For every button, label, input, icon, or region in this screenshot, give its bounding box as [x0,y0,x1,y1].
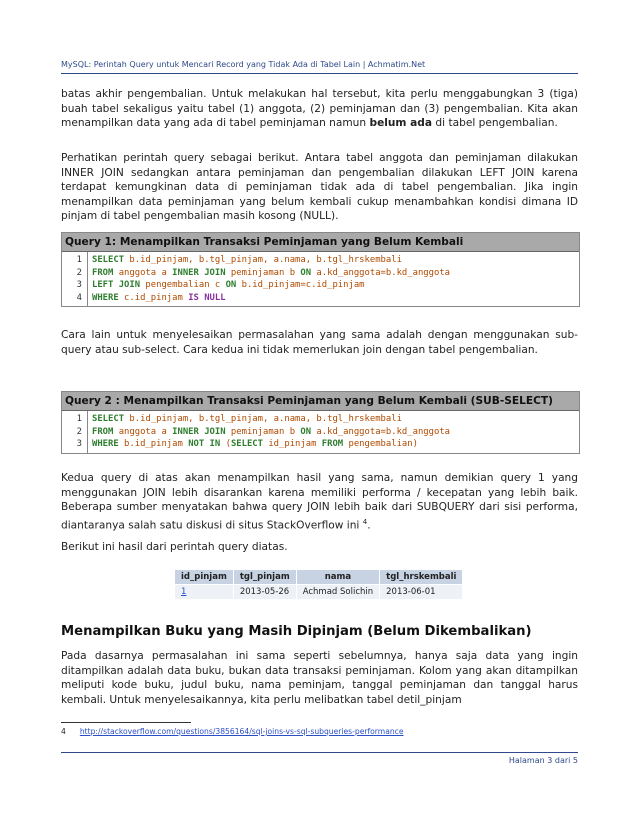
query-1-title: Query 1: Menampilkan Transaksi Peminjaman yang Belum Kembali [62,233,579,252]
code-text: anggota a [113,267,173,278]
line-number: 2 [76,426,82,437]
sql-keyword: FROM [92,426,114,437]
code-text: ( [220,439,231,449]
sql-keyword: INNER JOIN [172,267,226,278]
page-footer: Halaman 3 dari 5 [61,752,578,765]
result-table [174,569,463,600]
code-text: b.id_pinjam [118,439,189,449]
sql-keyword: NOT IN [188,439,221,449]
footnote [61,727,404,736]
sql-keyword: FROM [321,439,344,449]
paragraph-2: Perhatikan perintah query sebagai berikut. Antara tabel anggota dan peminjaman dilakukan INNER JOIN sedangkan antara peminjaman dan pengembalian dilakukan LEFT JOIN karena terdapat kemungkinan data di peminjaman tidak ada di tabel pengembalian. Jika ingin menampilkan data peminjaman yang belum kembali cukup menambahkan kondisi dimana ID pinjam di tabel pengembalian masih kosong (NULL). [61,152,578,222]
table-cell: 2013-05-26 [233,585,296,600]
code-text: a.kd_anggota=b.kd_anggota [311,426,451,437]
code-text: c.id_pinjam [118,292,189,303]
paragraph-1-text: batas akhir pengembalian. Untuk melakukan hal tersebut, kita perlu menggabungkan 3 (tiga) buah tabel sekaligus yaitu tabel (1) anggota, (2) peminjaman dan (3) pengembalian. Kita akan menampilkan data yang ada di tabel peminjaman namun [61,88,578,129]
paragraph-1-end: di tabel pengembalian. [432,117,558,129]
query-2-box [61,391,580,454]
code-line [92,292,450,305]
page-header: MySQL: Perintah Query untuk Mencari Record yang Tidak Ada di Tabel Lain | Achmatim.Net [61,60,578,74]
code-text: b.id_pinjam=c.id_pinjam [236,280,365,290]
code-text: peminjaman b [225,267,301,278]
section-heading: Menampilkan Buku yang Masih Dipinjam (Belum Dikembalikan) [61,624,532,639]
paragraph-5: Berikut ini hasil dari perintah query diatas. [61,541,288,553]
footnote-link[interactable]: http://stackoverflow.com/questions/3856164/sql-joins-vs-sql-subqueries-performance [79,727,404,736]
sql-keyword: ON [300,267,312,278]
code-text: b.id_pinjam, b.tgl_pinjam, a.nama, b.tgl_hrskembali [124,255,402,265]
code-line [92,267,450,280]
query-2-code [88,411,454,453]
footnote-ref[interactable]: 4 [362,517,368,526]
paragraph-6: Pada dasarnya permasalahan ini sama seperti sebelumnya, hanya saja data yang ingin ditampilkan adalah data buku, bukan data transaksi peminjaman. Kolom yang akan ditampilkan meliputi kode buku, judul buku, nama peminjam, tanggal peminjaman dan tanggal harus kembali. Untuk menyelesaikannya, kita perlu melibatkan tabel detil_pinjam [61,650,578,706]
column-header[interactable]: tgl_hrskembali [380,570,463,585]
result-table-header [175,570,463,585]
line-number: 3 [76,439,82,449]
code-text: anggota a [113,426,173,437]
code-text: peminjaman b [225,426,301,437]
code-text: a.kd_anggota=b.kd_anggota [311,267,451,278]
sql-keyword: LEFT JOIN [92,280,141,290]
code-text: pengembalian) [343,439,418,449]
paragraph-4-text: Kedua query di atas akan menampilkan hasil yang sama, namun demikian query 1 yang menggunakan JOIN lebih disarankan karena memiliki performa / kecepatan yang lebih baik. Beberapa sumber menyatakan bahwa query JOIN lebih baik dari SUBQUERY dari sisi performa, diantaranya salah satu diskusi di situs StackOverflow ini [61,472,578,532]
column-header[interactable]: nama [296,570,379,585]
paragraph-3: Cara lain untuk menyelesaikan permasalahan yang sama adalah dengan menggunakan sub-query atau sub-select. Cara kedua ini tidak memerlukan join dengan tabel pengembalian. [61,329,578,356]
query-1-box [61,232,580,307]
sql-keyword: SELECT [230,439,263,449]
column-header[interactable]: tgl_pinjam [233,570,296,585]
footnote-divider [61,722,191,723]
sql-keyword: ON [225,280,237,290]
paragraph-1-bold: belum ada [369,117,433,129]
code-text: b.id_pinjam, b.tgl_pinjam, a.nama, b.tgl_hrskembali [124,414,402,424]
table-row [175,585,463,600]
line-number: 4 [76,292,82,303]
line-number: 1 [76,414,82,424]
sql-keyword: SELECT [92,414,125,424]
sql-keyword: FROM [92,267,114,278]
paragraph-4 [61,471,578,533]
sql-keyword: ON [300,426,312,437]
sql-keyword: IS NULL [188,292,226,303]
table-cell: 2013-06-01 [380,585,463,600]
paragraph-1 [61,87,578,131]
query-2-line-numbers [62,411,88,453]
code-line [92,438,450,451]
code-text: id_pinjam [263,439,322,449]
paragraph-4-end: . [367,519,371,532]
line-number: 3 [76,280,82,290]
query-1-code [88,252,454,306]
sql-keyword: SELECT [92,255,125,265]
code-line [92,413,450,426]
query-2-title: Query 2 : Menampilkan Transaksi Peminjaman yang Belum Kembali (SUB-SELECT) [62,392,579,411]
table-cell: Achmad Solichin [296,585,379,600]
line-number: 1 [76,255,82,265]
line-number: 2 [76,267,82,278]
footnote-number: 4 [61,727,66,736]
query-1-line-numbers [62,252,88,306]
code-line [92,426,450,439]
sql-keyword: WHERE [92,439,119,449]
sql-keyword: INNER JOIN [172,426,226,437]
table-cell[interactable] [175,585,234,600]
code-line [92,254,450,267]
code-line [92,279,450,292]
id-pinjam-link[interactable]: 1 [181,587,187,597]
sql-keyword: WHERE [92,292,119,303]
column-header[interactable]: id_pinjam [175,570,234,585]
code-text: pengembalian c [140,280,226,290]
